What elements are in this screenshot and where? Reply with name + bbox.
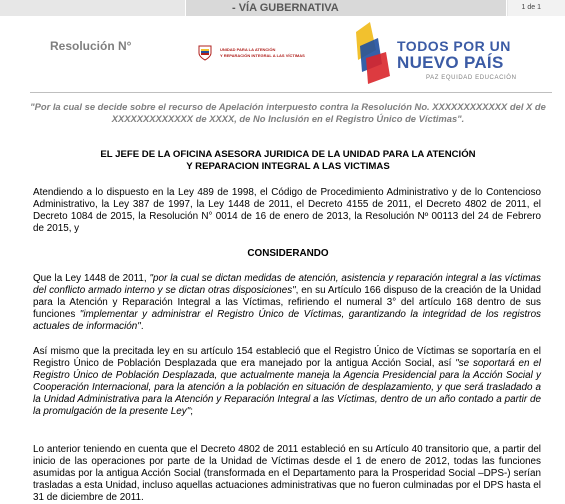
p2-quote-1: "por la cual se dictan medidas de atención, asistencia y reparación integral a las víctimas del conflicto armado interno y se dictan otras disposiciones" xyxy=(33,273,541,296)
p3-text-c: ; xyxy=(190,406,193,417)
p2-text-a: Que la Ley 1448 de 2011, xyxy=(33,273,150,284)
authority-line2: Y REPARACION INTEGRAL A LAS VICTIMAS xyxy=(186,161,390,172)
page-number: 1 de 1 xyxy=(508,0,565,16)
considerando-paragraph-3: Lo anterior teniendo en cuenta que el Decreto 4802 de 2011 estableció en su Artículo 40 transitorio que, a partir del inicio de las operaciones por parte de la Unidad de Víctimas desde el 1 de enero de 2012, todas las funciones asumidas por la antigua Acción Social (transformada en el Departamento para la Prosperidad Social –DPS-) serían trasladas a esta Unidad, incluso aquellas actuaciones administrativas que no fueron culminadas por el DPS hasta el 31 de diciembre de 2011. xyxy=(33,444,541,503)
resolution-label: Resolución N° xyxy=(50,39,132,53)
via-gubernativa-title: - VÍA GUBERNATIVA xyxy=(185,0,507,16)
brand-mark-icon xyxy=(352,20,398,86)
p2-text-e: . xyxy=(140,321,144,332)
gov-logo-line1: UNIDAD PARA LA ATENCIÓN xyxy=(220,47,276,52)
todos-por-un-nuevo-pais-logo xyxy=(352,20,552,90)
p3-text-a: Así mismo que la precitada ley en su artículo 154 estableció que el Registro Único de Víctimas se soportaría en el Registro Único de Población Desplazada que era manejado por la antigua Acción Social, así xyxy=(33,346,541,369)
legal-basis-paragraph: Atendiendo a lo dispuesto en la Ley 489 de 1998, el Código de Procedimiento Administrativo y de lo Contencioso Administrativo, la Ley 387 de 1997, la Ley 1448 de 2011, el Decreto 4155 de 2011, el Decreto 4802 de 2011, el Decreto 1084 de 2015, la Resolución N° 0014 de 16 de enero de 2013, la Resolución Nº 00113 del 24 de Febrero de 2015, y xyxy=(33,187,541,234)
p3-quote: "se soportará en el Registro Único de Población Desplazada, que actualmente maneja la Agencia Presidencial para la Acción Social y Cooperación Internacional, para la atención a la población en situación de desplazamiento, y que será trasladado a la Unidad Administrativa para la Atención y Reparación Integral a las Víctimas, dentro de un año contado a partir de la promulgación de la presente Ley" xyxy=(33,358,541,417)
resolution-header xyxy=(30,17,552,93)
brand-line1: TODOS POR UN xyxy=(397,38,511,54)
p2-text-c: , en su Artículo 166 dispuso de la creación de la Unidad para la Atención y Reparación Integral a las Víctimas, refiriendo el numeral 3° del artículo 168 dentro de sus funciones xyxy=(33,285,541,320)
document-header-bar xyxy=(0,0,565,16)
issuing-authority xyxy=(30,149,546,173)
brand-line3: PAZ EQUIDAD EDUCACIÓN xyxy=(426,75,517,81)
brand-line2: NUEVO PAÍS xyxy=(397,53,504,72)
considerando-paragraph-2 xyxy=(33,346,541,418)
unidad-victimas-logo xyxy=(198,43,368,63)
gov-logo-line2: Y REPARACIÓN INTEGRAL A LAS VÍCTIMAS xyxy=(220,53,305,58)
colombia-shield-icon xyxy=(198,45,212,61)
considerando-heading: CONSIDERANDO xyxy=(247,248,329,259)
authority-line1: EL JEFE DE LA OFICINA ASESORA JURIDICA DE LA UNIDAD PARA LA ATENCIÓN xyxy=(100,149,476,160)
p2-quote-2: "implementar y administrar el Registro Único de Víctimas, garantizando la integridad de los registros actuales de información" xyxy=(33,309,541,332)
considerando-paragraph-1 xyxy=(33,273,541,333)
resolution-subject: "Por la cual se decide sobre el recurso de Apelación interpuesto contra la Resolución No. XXXXXXXXXXXX del X de XXXXXXXXXXXXX de XXXX, de No Inclusión en el Registro Único de Víctimas". xyxy=(30,101,546,124)
